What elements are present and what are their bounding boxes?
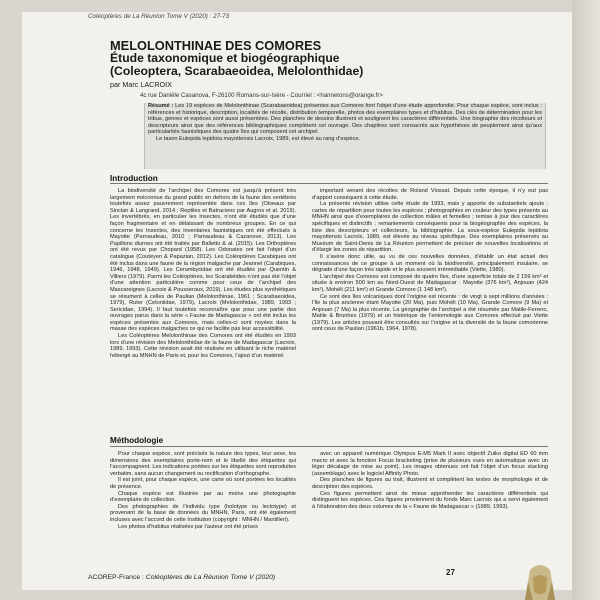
abstract-box [144, 103, 546, 169]
footer-prefix: ACOREP-France : [88, 574, 146, 581]
article-title: MELOLONTHINAE DES COMORES [110, 38, 322, 53]
footer [88, 574, 275, 581]
column-left-methodo [110, 451, 296, 530]
footer-title: Coléoptères de La Réunion Tome V (2020) [145, 574, 276, 581]
paragraph: Les Coléoptères Melolonthinae des Comores ont été étudiés en 1993 lors d’une révision des Melolonthidae de la faune de Madagascar (Lacroix, 1989, 1993). Cette révision avait été réalisée en utilisant le riche matériel hébergé au MNHN de Paris et, pour les Comores, l’ajout d’un matériel [110, 333, 296, 359]
subtitle-line-2: (Coleoptera, Scarabaeoidea, Melolonthidae) [110, 64, 364, 78]
author: par Marc LACROIX [110, 80, 172, 89]
paragraph: avec un appareil numérique Olympus E-M5 Mark II avec objectif Zuiko digital ED 60 mm macro et avec la fonction Focus bracketing (prise de plusieurs vues en automatique avec un léger décalage de mise au point). Les images obtenues ont fait l’objet d’un focus stacking (assemblage) avec le logiciel Affinity Photo. [312, 451, 548, 477]
paragraph: Chaque espèce est illustrée par au moins une photographie d’exemplaire de collection. [110, 490, 296, 504]
binding-edge [572, 0, 600, 600]
paragraph: Des planches de figures au trait, illustrent et complètent les textes de morphologie et de description des espèces. [312, 477, 548, 490]
page-number: 27 [446, 568, 455, 577]
logo-face [533, 575, 547, 594]
section-title-introduction: Introduction [110, 174, 158, 183]
paragraph: Ce sont des îles volcaniques dont l’origine est récente : de vingt à sept millions d’années : l’île la plus ancienne étant Mayotte (20 Ma), puis Mohéli (10 Ma), Grande Comore (9 Ma) et Anjouan (7 Ma) la plus récente. La géographie de l’archipel a été résumée par Matile-Ferrero, Matile & Brunhes (1979) et un historique de l’entomologie aux Comores effectué par Viette (1979). Les articles pouvant être consultés sur l’origine et la diversité de la faune comorienne sont ceux de Paulian (1961b, 1964, 1978). [312, 293, 548, 333]
author-address: 4c rue Danièle Casanova, F-26100 Romans-sur-Isère - Courriel : <hannetons@orange.fr> [140, 92, 383, 99]
abstract-label: Résumé : [148, 103, 174, 109]
paragraph: important venant des récoltes de Roland Viossat. Depuis cette époque, il n’y eut pas d’apport conséquent à cette étude. [312, 188, 548, 201]
subtitle-line-1: Étude taxonomique et biogéographique [110, 51, 340, 65]
paragraph: Ces figures permettent ainsi de mieux appréhender les caractères différentiels qui distinguent les espèces. Ces figures proviennent du fonds Marc Lacroix qui a servi également à l’élaboration des deux volumes de la « Faune de Madagascar » (1989, 1993). [312, 490, 548, 510]
paragraph: La biodiversité de l’archipel des Comores est jusqu’à présent très largement méconnue du grand public en dehors de la faune des vertébrés toutefois assez pauvrement représentée dans ces îles (Oiseaux par Sinclair & Langrand, 2014 ; Reptiles et Batraciens par Augros et al. 2019). Les invertébrés, en particulier les Insectes, n’ont été étudiés que d’une façon fragmentaire et en délaissant de nombreux groupes. En ce qui concerne les Insectes, des inventaires faunistiques ont été effectués à Mayotte (Parnaudeau, 2010 ; Parnaudeau & Cazanove, 2013). Les Papillons diurnes ont été traités par Balletto & al. (2015). Les Orthoptères ont été revus par Chopard (1958). Les Odonates ont fait l’objet d’un catalogue (Couteyen & Papazian, 2012). Les Coléoptères Carabiques ont été inclus dans une faune de la région malgache par Jeannel (Carabiques, 1946, 1948, 1949). Les Cerambycidae ont été étudiés par Quentin & Villiers (1979). Parmi les Coléoptères, les Scarabéides n’ont pas été l’objet d’une attention particulière comme pour ceux de l’archipel des Mascareignes (Lacroix & Pousseraux, 2019). Les études plus synthétiques se résument à celles de Paulian (Melolonthinae, 1961 ; Scarabaeoidea, 1979), Ruter (Cetoniidae, 1979), Lacroix (Melolonthidae, 1989, 1993 ; Sericidae, 1994). Il faut toutefois reconnaître que pour une partie des ouvrages parus dans la série « Faune de Madagascar » ont été inclus les espèces présentes aux Comores, mais celles-ci sont noyées dans la masse des espèces malgaches ce qui ne facilite pas leur accessibilité. [110, 188, 296, 333]
paragraph: Il est joint, pour chaque espèce, une carte où sont portées les localités de présence. [110, 477, 296, 490]
section-rule [110, 183, 548, 184]
abstract-text [148, 103, 542, 136]
section-rule [110, 446, 548, 447]
column-right-intro [312, 188, 548, 333]
paragraph: La présente révision utilise cette étude de 1993, mais y apporte de substantiels ajouts : cartes de répartition pour toutes les espèces ; photographies en couleur des types présents au MNHN ainsi que d’exemplaires de collection mâles et femelles ; remise à jour des caractères spécifiques et distinctifs ; remaniements conséquents pour la biogéographie des espèces, la liste des descripteurs et collecteurs, la bibliographie. La sous-espèce Eulepida lepidota mayottensis Lacroix, 1989, est élevée au niveau spécifique. Des exemplaires préservés au Muséum de Saint-Denis de La Réunion permettent de préciser de nouvelles localisations et d’élargir les zones de répartition. [312, 201, 548, 254]
abstract-body: Les 19 espèces de Melolonthinae (Scarabaeoidea) présentes aux Comores font l’objet d’une étude approfondie. Pour chaque espèce, sont inclus : références et historique, description, localités de récolte, distribution temporelle, photos des exemplaires types et d’habitus. Des clés de détermination pour les tribus, genres et espèces sont aussi présentées. Des planches de dessins illustrent et soulignent les caractères différentiels. Une biographie des récolteurs et descripteurs ainsi que des références bibliographiques complètent cet ouvrage. Des chapitres sont consacrés aux hypothèses de peuplement ainsi qu’aux particularités faunistiques des quatre îles qui composent cet archipel. [148, 103, 542, 136]
paragraph: Des photographies de l’individu type (holotype ou lectotype) et provenant de la base de données du MNHN, Paris, ont été également incluses avec l’accord de cette Institution (copyright : MNHN / Mantilleri). [110, 503, 296, 523]
paragraph: Il s’avère donc utile, au vu de ces nouvelles données, d’établir un état actuel des connaissances de ce groupe à un moment où la biodiversité, principalement insulaire, se dégrade d’une façon très rapide et le plus souvent irrémédiable (Viette, 1980). [312, 253, 548, 274]
column-left-intro [110, 188, 296, 359]
abstract-note: Le taxon Eulepida lepidota mayottensis Lacroix, 1989, est élevé au rang d’espèce. [156, 135, 360, 142]
pharaoh-head-logo [470, 560, 570, 600]
paragraph: Les photos d’habitus réalisées par l’auteur ont été prises [118, 523, 258, 530]
paragraph: L’archipel des Comores est composé de quatre îles, d’une superficie totale de 2 159 km² et située à environ 500 km au Nord-Ouest de Madagascar : Mayotte (376 km²), Anjouan (424 km²), Mohéli (211 km²) et Grande Comore (1 148 km²). [312, 273, 548, 293]
column-right-methodo [312, 451, 548, 510]
paragraph: Pour chaque espèce, sont précisés la nature des types, leur sexe, les dimensions des exemplaires porte-nom et le libellé des étiquettes qui l’accompagnent. Les indications portées sur les étiquettes sont reproduites verbatim, sans aucun changement ou rectification d’orthographe. [110, 451, 296, 477]
section-title-methodologie: Méthodologie [110, 436, 164, 445]
article-subtitle [110, 52, 490, 78]
running-header: Coléoptères de La Réunion Tome V (2020) : 27-73 [88, 13, 230, 20]
